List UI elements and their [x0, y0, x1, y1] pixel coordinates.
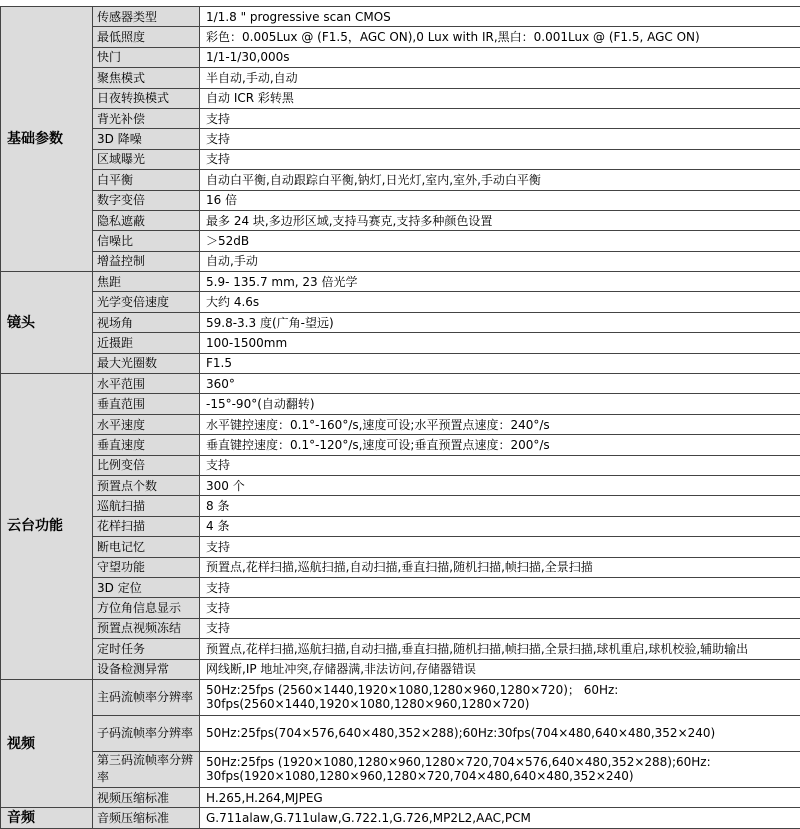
spec-value: 支持	[200, 537, 800, 557]
spec-row	[1, 414, 800, 434]
spec-row	[1, 455, 800, 475]
spec-label: 守望功能	[93, 557, 200, 577]
spec-label: 快门	[93, 47, 200, 67]
spec-value: 1/1-1/30,000s	[200, 47, 800, 67]
spec-value: 50Hz:25fps (1920×1080,1280×960,1280×720,704×576,640×480,352×288);60Hz: 30fps(1920×1080,1280×960,1280×720,704×480,640×480,352×240)	[200, 751, 800, 787]
spec-value: 支持	[200, 455, 800, 475]
spec-value: 支持	[200, 618, 800, 638]
spec-row	[1, 210, 800, 230]
spec-row	[1, 272, 800, 292]
spec-row	[1, 537, 800, 557]
spec-row	[1, 47, 800, 67]
spec-row	[1, 394, 800, 414]
spec-value: 支持	[200, 577, 800, 597]
spec-value: F1.5	[200, 353, 800, 373]
spec-value: 彩色：0.005Lux @ (F1.5，AGC ON),0 Lux with IR,黑白：0.001Lux @ (F1.5, AGC ON)	[200, 27, 800, 47]
spec-label: 近摄距	[93, 333, 200, 353]
spec-row	[1, 190, 800, 210]
spec-value: 4 条	[200, 516, 800, 536]
spec-value: 支持	[200, 129, 800, 149]
spec-row	[1, 88, 800, 108]
spec-row	[1, 374, 800, 394]
spec-value: 预置点,花样扫描,巡航扫描,自动扫描,垂直扫描,随机扫描,帧扫描,全景扫描,球机重启,球机校验,辅助输出	[200, 639, 800, 659]
spec-value: 5.9- 135.7 mm, 23 倍光学	[200, 272, 800, 292]
spec-label: 视频压缩标准	[93, 787, 200, 807]
spec-row	[1, 659, 800, 679]
spec-label: 水平速度	[93, 414, 200, 434]
spec-value: 自动 ICR 彩转黑	[200, 88, 800, 108]
spec-row	[1, 577, 800, 597]
spec-row	[1, 475, 800, 495]
spec-label: 设备检测异常	[93, 659, 200, 679]
spec-label: 数字变倍	[93, 190, 200, 210]
spec-table	[0, 6, 800, 829]
spec-value: 支持	[200, 598, 800, 618]
spec-row	[1, 333, 800, 353]
spec-label: 预置点视频冻结	[93, 618, 200, 638]
spec-value: 自动白平衡,自动跟踪白平衡,钠灯,日光灯,室内,室外,手动白平衡	[200, 170, 800, 190]
spec-value: 50Hz:25fps (2560×1440,1920×1080,1280×960,1280×720)； 60Hz: 30fps(2560×1440,1920×1080,1280×960,1280×720)	[200, 679, 800, 715]
spec-row	[1, 435, 800, 455]
spec-label: 最低照度	[93, 27, 200, 47]
spec-value: ＞52dB	[200, 231, 800, 251]
spec-value: 支持	[200, 108, 800, 128]
spec-value: 大约 4.6s	[200, 292, 800, 312]
spec-row	[1, 618, 800, 638]
spec-value: G.711alaw,G.711ulaw,G.722.1,G.726,MP2L2,AAC,PCM	[200, 808, 800, 828]
spec-row	[1, 787, 800, 807]
spec-label: 主码流帧率分辨率	[93, 679, 200, 715]
section-title: 音频	[1, 808, 93, 828]
spec-row	[1, 149, 800, 169]
spec-label: 区域曝光	[93, 149, 200, 169]
spec-label: 第三码流帧率分辨率	[93, 751, 200, 787]
spec-value: 360°	[200, 374, 800, 394]
spec-row	[1, 639, 800, 659]
section-title: 基础参数	[1, 7, 93, 272]
spec-value: 50Hz:25fps(704×576,640×480,352×288);60Hz:30fps(704×480,640×480,352×240)	[200, 715, 800, 751]
spec-label: 最大光圈数	[93, 353, 200, 373]
spec-label: 白平衡	[93, 170, 200, 190]
spec-row	[1, 7, 800, 27]
spec-label: 垂直范围	[93, 394, 200, 414]
spec-row	[1, 129, 800, 149]
spec-row	[1, 292, 800, 312]
spec-row	[1, 312, 800, 332]
spec-value: 100-1500mm	[200, 333, 800, 353]
spec-value: 半自动,手动,自动	[200, 68, 800, 88]
spec-value: 1/1.8 " progressive scan CMOS	[200, 7, 800, 27]
spec-value: 300 个	[200, 475, 800, 495]
spec-row	[1, 715, 800, 751]
spec-row	[1, 108, 800, 128]
spec-label: 视场角	[93, 312, 200, 332]
spec-label: 子码流帧率分辨率	[93, 715, 200, 751]
spec-label: 音频压缩标准	[93, 808, 200, 828]
spec-row	[1, 751, 800, 787]
spec-label: 定时任务	[93, 639, 200, 659]
spec-label: 3D 定位	[93, 577, 200, 597]
spec-row	[1, 68, 800, 88]
spec-row	[1, 516, 800, 536]
spec-row	[1, 251, 800, 271]
spec-value: 网线断,IP 地址冲突,存储器满,非法访问,存储器错误	[200, 659, 800, 679]
spec-row	[1, 231, 800, 251]
spec-row	[1, 808, 800, 828]
spec-label: 隐私遮蔽	[93, 210, 200, 230]
spec-value: 59.8-3.3 度(广角-望远)	[200, 312, 800, 332]
spec-row	[1, 27, 800, 47]
spec-label: 增益控制	[93, 251, 200, 271]
spec-row	[1, 496, 800, 516]
spec-label: 巡航扫描	[93, 496, 200, 516]
spec-label: 比例变倍	[93, 455, 200, 475]
spec-label: 聚焦模式	[93, 68, 200, 88]
spec-row	[1, 679, 800, 715]
spec-row	[1, 170, 800, 190]
section-title: 云台功能	[1, 374, 93, 680]
spec-value: 预置点,花样扫描,巡航扫描,自动扫描,垂直扫描,随机扫描,帧扫描,全景扫描	[200, 557, 800, 577]
spec-row	[1, 353, 800, 373]
spec-label: 预置点个数	[93, 475, 200, 495]
spec-label: 垂直速度	[93, 435, 200, 455]
spec-label: 焦距	[93, 272, 200, 292]
spec-value: 支持	[200, 149, 800, 169]
spec-label: 光学变倍速度	[93, 292, 200, 312]
spec-row	[1, 598, 800, 618]
spec-row	[1, 557, 800, 577]
spec-value: -15°-90°(自动翻转)	[200, 394, 800, 414]
spec-value: 垂直键控速度：0.1°-120°/s,速度可设;垂直预置点速度：200°/s	[200, 435, 800, 455]
spec-label: 传感器类型	[93, 7, 200, 27]
spec-label: 花样扫描	[93, 516, 200, 536]
section-title: 视频	[1, 679, 93, 807]
spec-value: 水平键控速度：0.1°-160°/s,速度可设;水平预置点速度：240°/s	[200, 414, 800, 434]
spec-value: 最多 24 块,多边形区域,支持马赛克,支持多种颜色设置	[200, 210, 800, 230]
spec-label: 3D 降噪	[93, 129, 200, 149]
spec-label: 水平范围	[93, 374, 200, 394]
spec-value: 自动,手动	[200, 251, 800, 271]
spec-value: 16 倍	[200, 190, 800, 210]
spec-label: 日夜转换模式	[93, 88, 200, 108]
spec-label: 信噪比	[93, 231, 200, 251]
spec-value: 8 条	[200, 496, 800, 516]
spec-label: 断电记忆	[93, 537, 200, 557]
spec-label: 背光补偿	[93, 108, 200, 128]
spec-value: H.265,H.264,MJPEG	[200, 787, 800, 807]
section-title: 镜头	[1, 272, 93, 374]
spec-label: 方位角信息显示	[93, 598, 200, 618]
